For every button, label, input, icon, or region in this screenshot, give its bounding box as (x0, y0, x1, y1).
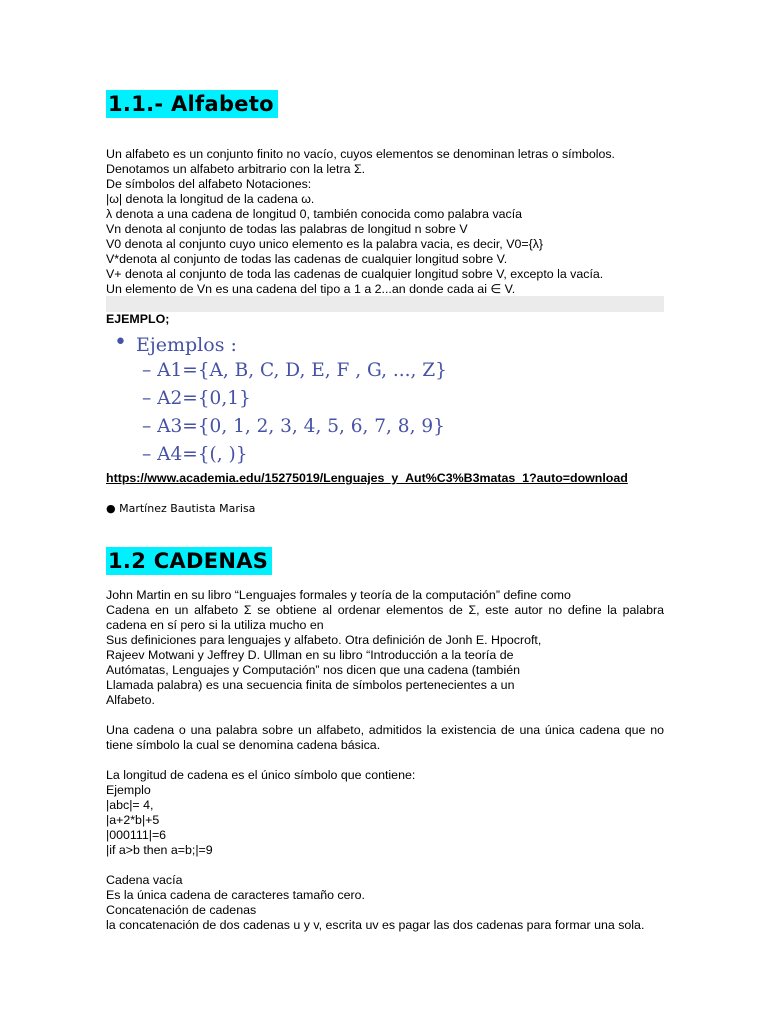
text-line: Rajeev Motwani y Jeffrey D. Ullman en su libro “Introducción a la teoría de (106, 648, 514, 662)
source-link[interactable]: https://www.academia.edu/15275019/Lenguajes_y_Aut%C3%B3matas_1?auto=download (106, 471, 628, 485)
text-line: λ denota a una cadena de longitud 0, también conocida como palabra vacía (106, 207, 523, 221)
examples-title: Ejemplos : (136, 334, 237, 356)
section-heading-cadenas: 1.2 CADENAS (106, 547, 272, 575)
text-line: Un alfabeto es un conjunto finito no vacío, cuyos elementos se denominan letras o símbolos. (106, 147, 616, 161)
text-line: |abc|= 4, (106, 798, 154, 812)
bullet-icon: • (114, 330, 127, 355)
text-line: John Martin en su libro “Lenguajes formales y teoría de la computación” define como (106, 588, 571, 602)
examples-image (106, 330, 664, 472)
ejemplo-label: EJEMPLO; (106, 312, 170, 326)
example-item: – A2={0,1} (142, 388, 251, 409)
text-line: V+ denota al conjunto de toda las cadenas de cualquier longitud sobre V, excepto la vacía. (106, 267, 604, 281)
text-line: Sus definiciones para lenguajes y alfabeto. Otra definición de Jonh E. Hpocroft, (106, 633, 542, 647)
text-line: |000111|=6 (106, 828, 167, 842)
text-line: |a+2*b|+5 (106, 813, 160, 827)
cadenas-text (106, 588, 664, 933)
text-line: Cadena en un alfabeto Σ se obtiene al ordenar elementos de Σ, este autor no define la palabra cadena en sí pero si la utiliza mucho en (106, 603, 664, 632)
text-line: Vn denota al conjunto de todas las palabras de longitud n sobre V (106, 222, 468, 236)
example-item: – A1={A, B, C, D, E, F , G, ..., Z} (142, 360, 447, 381)
gray-separator-bar (106, 296, 664, 312)
author-credit: ● Martínez Bautista Marisa (106, 502, 256, 515)
text-line: De símbolos del alfabeto Notaciones: (106, 177, 312, 191)
alfabeto-definition (106, 147, 664, 297)
text-line: Concatenación de cadenas (106, 903, 257, 917)
section-heading-alfabeto: 1.1.- Alfabeto (106, 90, 278, 118)
text-paragraph: Una cadena o una palabra sobre un alfabeto, admitidos la existencia de una única cadena que no tiene símbolo la cual se denomina cadena básica. (106, 723, 664, 752)
text-line: Cadena vacía (106, 873, 183, 887)
text-line: V0 denota al conjunto cuyo unico elemento es la palabra vacia, es decir, V0={λ} (106, 237, 544, 251)
text-line: la concatenación de dos cadenas u y v, escrita uv es pagar las dos cadenas para formar una sola. (106, 918, 645, 932)
text-line: |ω| denota la longitud de la cadena ω. (106, 192, 315, 206)
text-line: |if a>b then a=b;|=9 (106, 843, 213, 857)
text-line: Ejemplo (106, 783, 151, 797)
text-line: Un elemento de Vn es una cadena del tipo a 1 a 2...an donde cada ai ∈ V. (106, 282, 516, 296)
text-line: Es la única cadena de caracteres tamaño cero. (106, 888, 365, 902)
example-item: – A3={0, 1, 2, 3, 4, 5, 6, 7, 8, 9} (142, 416, 445, 437)
text-line: Alfabeto. (106, 693, 155, 707)
text-line: V*denota al conjunto de todas las cadenas de cualquier longitud sobre V. (106, 252, 508, 266)
text-line: Autómatas, Lenguajes y Computación” nos dicen que una cadena (también (106, 663, 520, 677)
example-item: – A4={(, )} (142, 444, 248, 465)
text-line: La longitud de cadena es el único símbolo que contiene: (106, 768, 416, 782)
text-line: Denotamos un alfabeto arbitrario con la letra Σ. (106, 162, 366, 176)
text-line: Llamada palabra) es una secuencia finita de símbolos pertenecientes a un (106, 678, 515, 692)
